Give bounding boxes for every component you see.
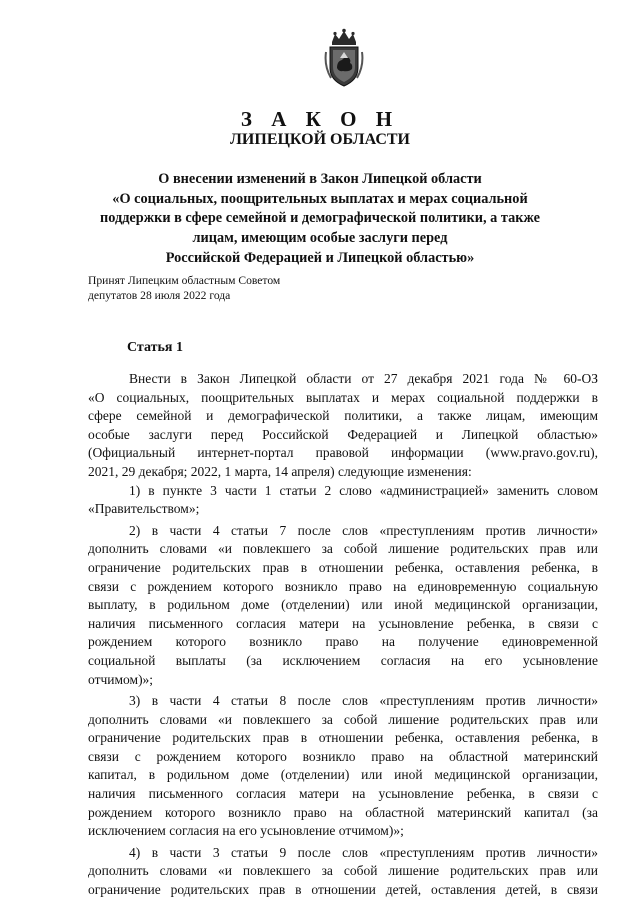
subject-line: Российской Федерацией и Липецкой областью» bbox=[165, 249, 475, 266]
text-line: связи с рождением которого возникло право на областной материнский bbox=[88, 748, 598, 764]
text-line: (Официальный интернет-портал правовой информации (www.pravo.gov.ru), bbox=[88, 445, 598, 461]
text-line: дополнить словами «и повлекшего за собой лишение родительских прав или bbox=[88, 711, 598, 727]
text-line: капитал, в родильном доме (отделении) или иной медицинской организации, bbox=[88, 767, 598, 783]
text-line: исключением согласия на его усыновление отчимом)»; bbox=[88, 823, 404, 839]
text-line: 4) в части 3 статьи 9 после слов «преступлениям против личности» bbox=[129, 844, 598, 860]
text-line: выплату, в родильном доме (отделении) или иной медицинской организации, bbox=[88, 597, 598, 613]
text-line: дополнить словами «и повлекшего за собой лишение родительских прав или bbox=[88, 541, 598, 557]
text-line: сфере семейной и демографической политики, а также лицам, имеющим bbox=[88, 408, 598, 424]
text-line: ограничение родительских прав в отношении ребенка, оставления ребенка, в bbox=[88, 559, 598, 575]
text-line: «Правительством»; bbox=[88, 501, 200, 517]
text-line: рождением которого возникло право на получение единовременной bbox=[88, 634, 598, 650]
text-line: наличия письменного согласия матери на усыновление ребенка, в связи с bbox=[88, 786, 598, 802]
text-line: социальной выплаты (за исключением согласия на его усыновление bbox=[88, 652, 598, 668]
region-name: ЛИПЕЦКОЙ ОБЛАСТИ bbox=[230, 131, 410, 148]
text-line: дополнить словами «и повлекшего за собой лишение родительских прав или bbox=[88, 863, 598, 879]
text-line: 1) в пункте 3 части 1 статьи 2 слово «администрацией» заменить словом bbox=[129, 482, 598, 498]
adoption-line: депутатов 28 июля 2022 года bbox=[88, 289, 231, 302]
text-line: 2021, 29 декабря; 2022, 1 марта, 14 апреля) следующие изменения: bbox=[88, 463, 472, 479]
adoption-note bbox=[88, 273, 280, 303]
text-line: наличия письменного согласия матери на усыновление ребенка, в связи с bbox=[88, 615, 598, 631]
law-title: З А К О Н bbox=[240, 107, 400, 131]
law-subject bbox=[92, 170, 548, 269]
text-line: связи с рождением которого возникло право на единовременную социальную bbox=[88, 578, 598, 594]
text-line: рождением которого возникло право на областной материнский капитал (за bbox=[88, 804, 598, 820]
text-line: ограничение родительских прав в отношении детей, оставления детей, в связи bbox=[88, 882, 598, 898]
text-line: Внести в Закон Липецкой области от 27 декабря 2021 года № 60-ОЗ bbox=[129, 371, 598, 386]
coat-of-arms-icon bbox=[323, 28, 365, 88]
subject-line: «О социальных, поощрительных выплатах и мерах социальной bbox=[112, 190, 528, 207]
article-body bbox=[88, 370, 598, 900]
text-line: ограничение родительских прав в отношении ребенка, оставления ребенка, в bbox=[88, 730, 598, 746]
text-line: отчимом)»; bbox=[88, 671, 154, 687]
text-line: 2) в части 4 статьи 7 после слов «преступлениям против личности» bbox=[129, 522, 598, 538]
text-line: 3) в части 4 статьи 8 после слов «преступлениям против личности» bbox=[129, 693, 598, 709]
text-line: особые заслуги перед Российской Федерацией и Липецкой областью» bbox=[88, 426, 598, 442]
subject-line: О внесении изменений в Закон Липецкой области bbox=[158, 171, 482, 187]
article-heading: Статья 1 bbox=[127, 340, 183, 355]
subject-line: поддержки в сфере семейной и демографической политики, а также bbox=[99, 210, 540, 227]
text-line: «О социальных, поощрительных выплатах и мерах социальной поддержки в bbox=[88, 389, 598, 405]
adoption-line: Принят Липецким областным Советом bbox=[88, 274, 281, 287]
subject-line: лицам, имеющим особые заслуги перед bbox=[192, 230, 448, 247]
